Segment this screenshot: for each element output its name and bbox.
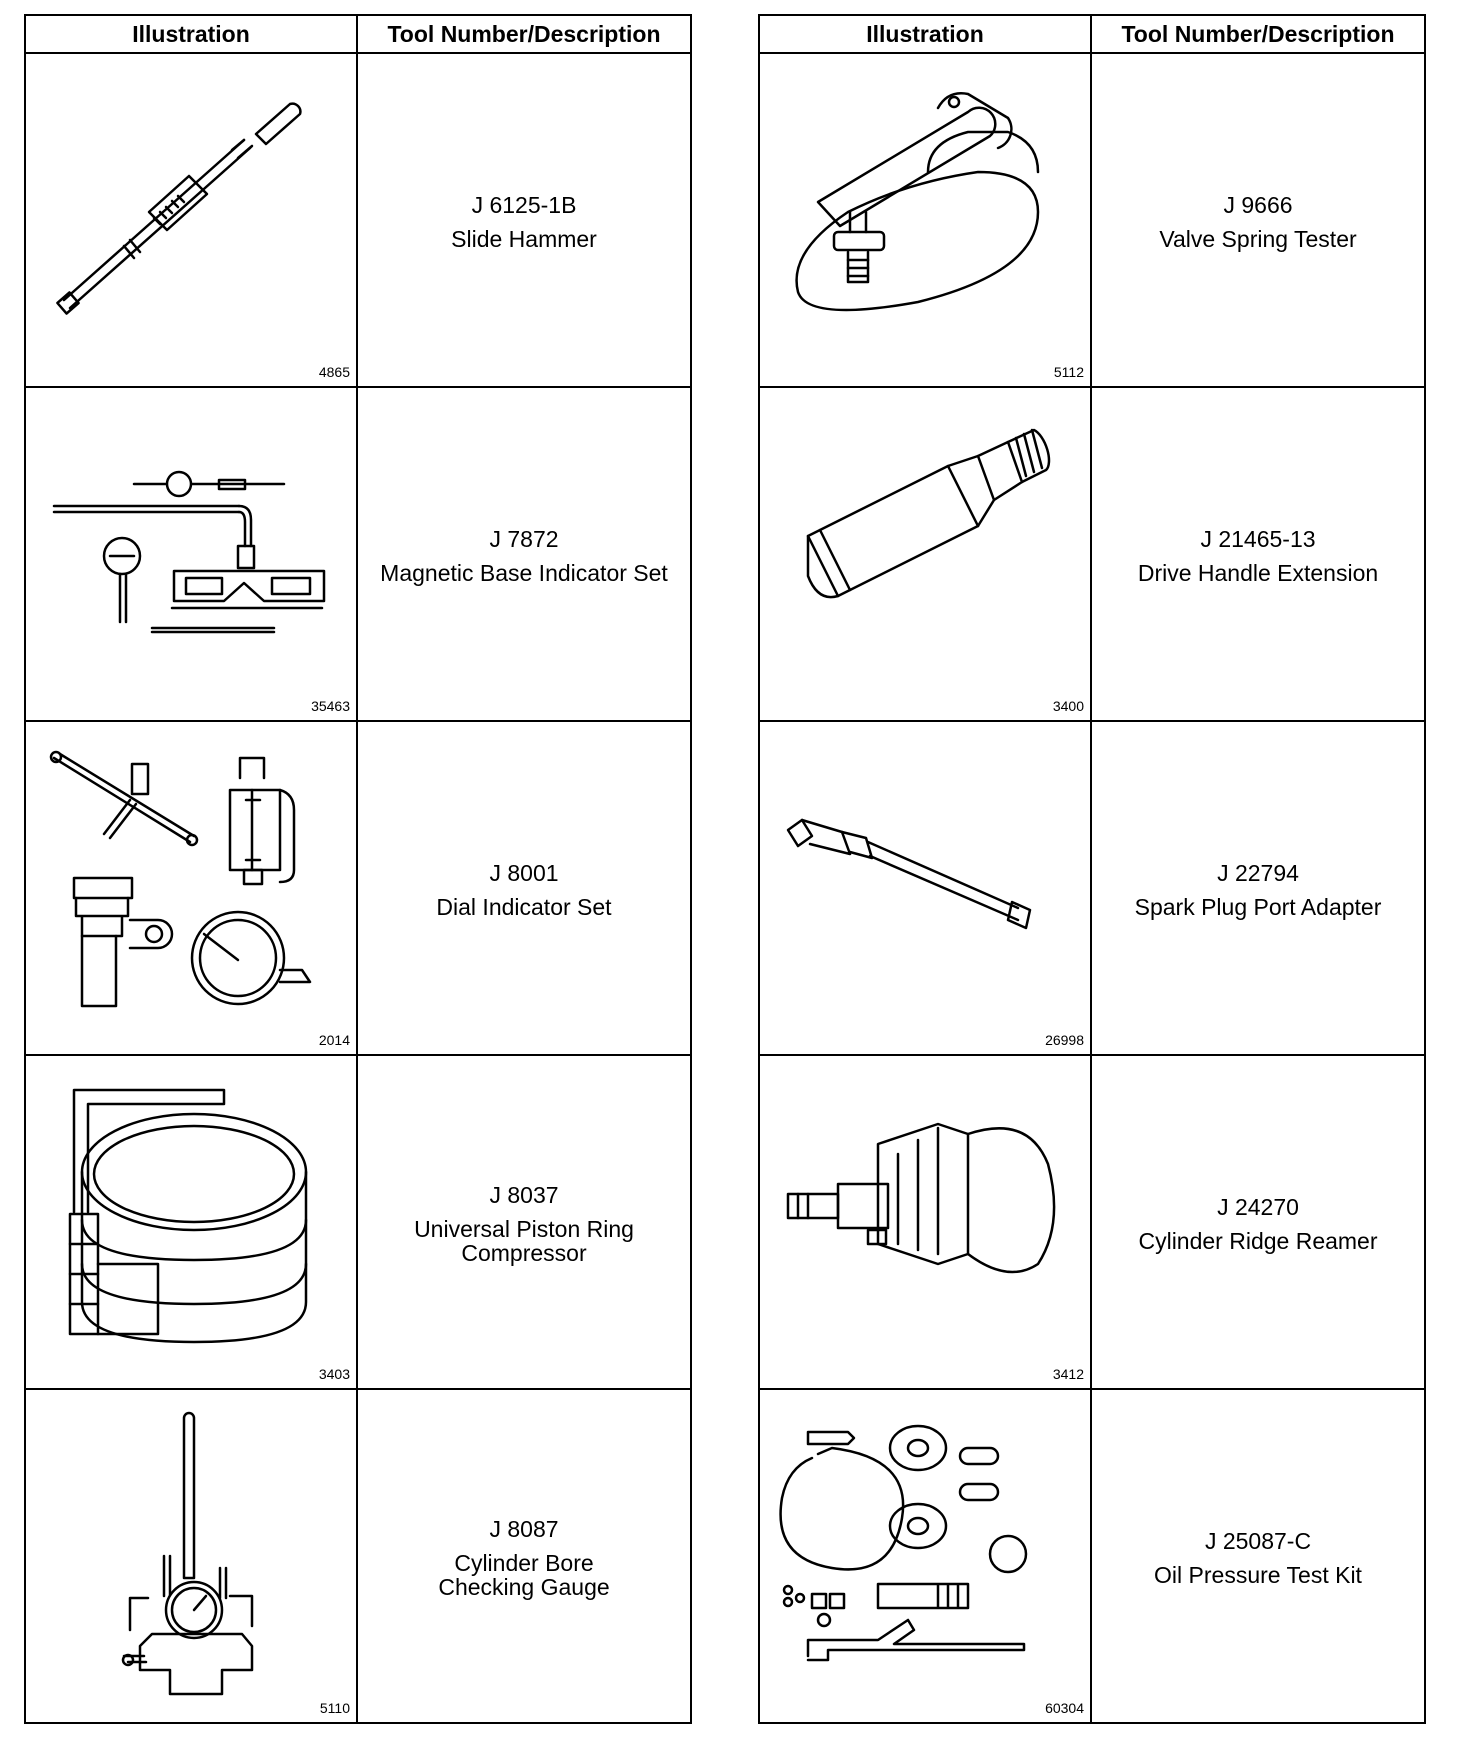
table-row [25, 721, 691, 1055]
figure-number: 60304 [1045, 1700, 1084, 1716]
illustration-cell [759, 53, 1091, 387]
table-row [759, 1055, 1425, 1389]
tool-description-cell [357, 387, 691, 721]
tool-name: Valve Spring Tester [1159, 225, 1357, 252]
ridge-reamer-icon [768, 1064, 1082, 1364]
tool-name: Dial Indicator Set [436, 893, 612, 920]
table-row [25, 1055, 691, 1389]
table-row [25, 1389, 691, 1723]
tool-number: J 7872 [489, 526, 559, 553]
illustration-cell [25, 1055, 357, 1389]
spark-plug-adapter-icon [768, 730, 1082, 1030]
figure-number: 5110 [319, 1700, 350, 1716]
tool-description-cell [357, 1389, 691, 1723]
tool-description-cell [357, 721, 691, 1055]
bore-gauge-icon [34, 1398, 348, 1698]
tool-number: J 21465-13 [1200, 526, 1316, 553]
table-row [25, 387, 691, 721]
illustration-cell [759, 387, 1091, 721]
tool-number: J 24270 [1217, 1194, 1299, 1221]
drive-handle-extension-icon [768, 396, 1082, 696]
dial-indicator-set-icon [34, 730, 348, 1030]
tool-description-cell [1091, 53, 1425, 387]
slide-hammer-icon [34, 62, 348, 362]
tool-number: J 25087-C [1204, 1528, 1312, 1555]
table-row [25, 53, 691, 387]
tool-number: J 22794 [1217, 860, 1299, 887]
figure-number: 3412 [1052, 1366, 1084, 1382]
table-header-row [759, 15, 1425, 53]
figure-number: 3403 [318, 1366, 350, 1382]
tool-table-right [758, 14, 1426, 1724]
header-illustration: Illustration [25, 15, 357, 53]
valve-spring-tester-icon [768, 62, 1082, 362]
tool-description-cell [1091, 1055, 1425, 1389]
table-row [759, 53, 1425, 387]
tool-name: Spark Plug Port Adapter [1134, 893, 1382, 920]
figure-number: 4865 [318, 364, 350, 380]
header-illustration: Illustration [759, 15, 1091, 53]
illustration-cell [25, 53, 357, 387]
figure-number: 2014 [318, 1032, 350, 1048]
table-header-row [25, 15, 691, 53]
magnetic-base-indicator-icon [34, 396, 348, 696]
table-row [759, 1389, 1425, 1723]
tool-number: J 8037 [489, 1182, 559, 1209]
figure-number: 35463 [311, 698, 350, 714]
tool-name: Drive Handle Extension [1137, 559, 1379, 586]
tool-description-cell [1091, 387, 1425, 721]
tool-description-cell [1091, 721, 1425, 1055]
tool-name: Cylinder Ridge Reamer [1138, 1227, 1378, 1254]
tool-name: Magnetic Base Indicator Set [380, 559, 668, 586]
tool-number: J 6125-1B [471, 192, 577, 219]
illustration-cell [25, 721, 357, 1055]
header-tool: Tool Number/Description [357, 15, 691, 53]
figure-number: 5112 [1053, 364, 1084, 380]
illustration-cell [759, 1389, 1091, 1723]
figure-number: 3400 [1052, 698, 1084, 714]
tool-description-cell [357, 53, 691, 387]
tool-name: Oil Pressure Test Kit [1154, 1561, 1362, 1588]
oil-pressure-kit-icon [768, 1398, 1082, 1698]
tool-number: J 8001 [489, 860, 559, 887]
tool-table-left [24, 14, 692, 1724]
illustration-cell [25, 387, 357, 721]
piston-ring-compressor-icon [34, 1064, 348, 1364]
tool-name: Slide Hammer [451, 225, 597, 252]
illustration-cell [759, 721, 1091, 1055]
tool-name: Universal Piston Ring Compressor [414, 1215, 634, 1266]
figure-number: 26998 [1045, 1032, 1084, 1048]
tool-description-cell [1091, 1389, 1425, 1723]
table-row [759, 721, 1425, 1055]
illustration-cell [25, 1389, 357, 1723]
header-tool: Tool Number/Description [1091, 15, 1425, 53]
tool-number: J 9666 [1223, 192, 1293, 219]
tool-number: J 8087 [489, 1516, 559, 1543]
tool-name: Cylinder Bore Checking Gauge [438, 1549, 610, 1600]
illustration-cell [759, 1055, 1091, 1389]
table-row [759, 387, 1425, 721]
tool-description-cell [357, 1055, 691, 1389]
